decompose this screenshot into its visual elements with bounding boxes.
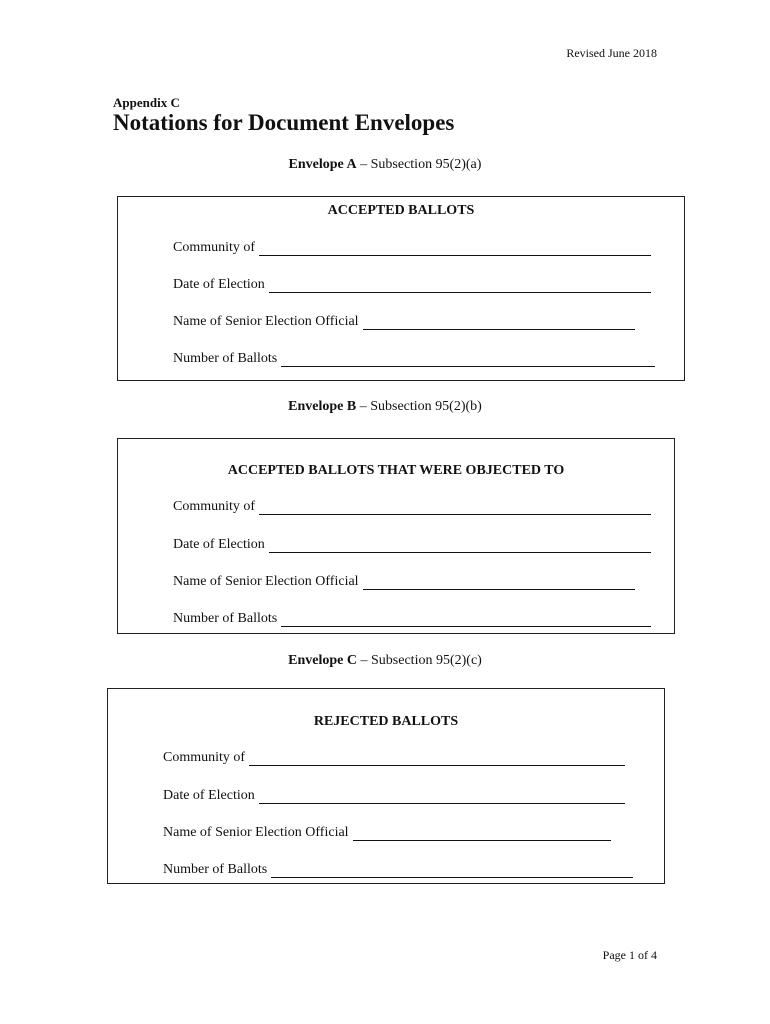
page-number: Page 1 of 4 bbox=[602, 948, 657, 962]
envelope-c-box bbox=[107, 688, 665, 884]
envelope-b-date-field bbox=[173, 537, 651, 553]
community-input-line[interactable] bbox=[259, 243, 651, 256]
community-input-line[interactable] bbox=[259, 502, 651, 515]
date-input-line[interactable] bbox=[259, 791, 625, 804]
envelope-b-subsection: – Subsection 95(2)(b) bbox=[356, 399, 482, 414]
community-input-line[interactable] bbox=[249, 753, 625, 766]
official-label: Name of Senior Election Official bbox=[173, 314, 359, 329]
ballots-label: Number of Ballots bbox=[173, 351, 278, 366]
date-label: Date of Election bbox=[173, 277, 265, 292]
community-label: Community of bbox=[173, 240, 256, 255]
envelope-b-box-title: ACCEPTED BALLOTS THAT WERE OBJECTED TO bbox=[227, 463, 565, 478]
envelope-c-box-title: REJECTED BALLOTS bbox=[313, 714, 459, 729]
revised-date: Revised June 2018 bbox=[566, 46, 657, 60]
envelope-a-date-field bbox=[173, 277, 651, 293]
page-title: Notations for Document Envelopes bbox=[113, 110, 455, 135]
envelope-b-official-field bbox=[173, 574, 635, 590]
official-input-line[interactable] bbox=[363, 577, 635, 590]
envelope-a-box bbox=[117, 196, 685, 381]
envelope-c-label: Envelope C bbox=[288, 653, 358, 668]
community-label: Community of bbox=[163, 750, 246, 765]
envelope-a-community-field bbox=[173, 240, 651, 256]
envelope-c-official-field bbox=[163, 825, 611, 841]
envelope-c-subsection: – Subsection 95(2)(c) bbox=[357, 653, 482, 668]
envelope-c-ballots-field bbox=[163, 862, 633, 878]
community-label: Community of bbox=[173, 499, 256, 514]
envelope-b-box bbox=[117, 438, 675, 634]
ballots-input-line[interactable] bbox=[281, 354, 655, 367]
envelope-a-subsection: – Subsection 95(2)(a) bbox=[356, 157, 482, 172]
date-label: Date of Election bbox=[173, 537, 265, 552]
ballots-label: Number of Ballots bbox=[163, 862, 268, 877]
ballots-input-line[interactable] bbox=[271, 865, 633, 878]
envelope-c-community-field bbox=[163, 750, 625, 766]
envelope-a-label: Envelope A bbox=[288, 157, 357, 172]
date-label: Date of Election bbox=[163, 788, 255, 803]
ballots-label: Number of Ballots bbox=[173, 611, 278, 626]
envelope-b-label: Envelope B bbox=[288, 399, 357, 414]
ballots-input-line[interactable] bbox=[281, 614, 651, 627]
envelope-a-ballots-field bbox=[173, 351, 655, 367]
envelope-a-heading bbox=[0, 157, 770, 173]
date-input-line[interactable] bbox=[269, 540, 651, 553]
envelope-c-date-field bbox=[163, 788, 625, 804]
envelope-b-heading bbox=[0, 399, 770, 415]
appendix-label: Appendix C bbox=[113, 95, 180, 110]
official-input-line[interactable] bbox=[353, 828, 611, 841]
envelope-a-official-field bbox=[173, 314, 635, 330]
official-label: Name of Senior Election Official bbox=[173, 574, 359, 589]
official-input-line[interactable] bbox=[363, 317, 635, 330]
envelope-b-ballots-field bbox=[173, 611, 651, 627]
date-input-line[interactable] bbox=[269, 280, 651, 293]
envelope-a-box-title: ACCEPTED BALLOTS bbox=[327, 203, 475, 218]
envelope-c-heading bbox=[0, 653, 770, 669]
official-label: Name of Senior Election Official bbox=[163, 825, 349, 840]
envelope-b-community-field bbox=[173, 499, 651, 515]
